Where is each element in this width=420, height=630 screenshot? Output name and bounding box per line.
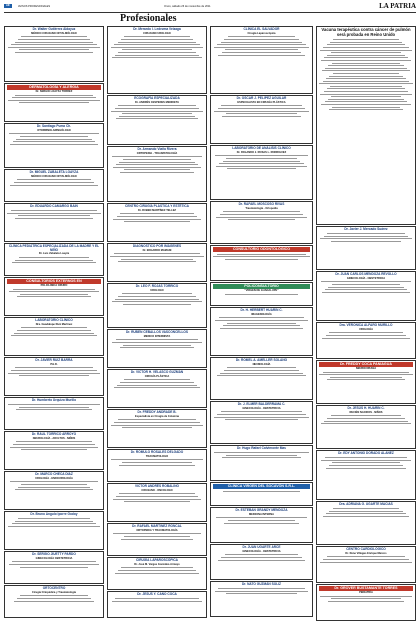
ad-body-text xyxy=(213,211,310,220)
classified-ad xyxy=(316,271,416,321)
ad-title: CONSULTORIOS EXTERNOS EN xyxy=(7,279,101,284)
classified-ad xyxy=(4,511,104,550)
ad-subtitle: ORTOPEDIA Y TRAUMATOLOGÍA xyxy=(136,528,178,532)
ad-body-text xyxy=(7,518,101,527)
ad-subtitle: GINECOLOGÍA - OBSTETRICIA xyxy=(346,276,386,280)
ad-body-text xyxy=(213,554,310,560)
ad-body-text xyxy=(213,491,310,492)
ad-body-text xyxy=(319,457,413,468)
classified-ad xyxy=(4,431,104,470)
ad-body-text xyxy=(110,339,204,348)
ad-body-text xyxy=(7,561,101,567)
ad-body-text xyxy=(110,493,204,502)
ad-body-text xyxy=(7,289,101,298)
ad-title: Dr. RAUL TORRICO ARROYO xyxy=(31,432,77,436)
ad-subtitle: Traumatología - Ortopedia xyxy=(245,206,278,210)
ad-subtitle: NEUROLOGÍA - ADULTOS - NIÑOS xyxy=(32,436,76,440)
ad-title: Dr. VICTOR H. VELASCO GUZMÁN xyxy=(130,370,184,374)
ad-body-text xyxy=(7,210,101,219)
classified-ad xyxy=(107,203,207,242)
ad-body-text xyxy=(7,367,101,376)
ad-subtitle: ESPECIALISTA EN CIRUGÍA PLÁSTICA xyxy=(237,100,286,104)
ad-title: CLÍNICA VIRGEN DEL SOCAVÓN S.R.L. xyxy=(213,484,310,489)
classified-ad xyxy=(210,26,313,94)
ad-title: ORTOCENTRO xyxy=(42,586,66,590)
ad-subtitle: Dr. Rene Villegas Enrique Marcos xyxy=(345,551,387,555)
ad-body-text xyxy=(213,36,310,55)
ad-title: DIAGNOSTICO POR IMÁGENES xyxy=(132,244,182,248)
ad-subtitle: Cirugía Ortopédica y Traumatología xyxy=(32,590,76,594)
masthead: LA PATRIA xyxy=(379,2,416,10)
ad-title: Dr. JESÚS H. HUARIN C. xyxy=(347,406,385,410)
ad-title: CIRUGÍA LAPAROSCÓPICA xyxy=(136,558,178,562)
classified-ad xyxy=(4,357,104,396)
ad-subtitle: NEUROCIRUGÍA xyxy=(355,367,377,370)
ad-title: Dr. OSCAR J. PELIPEZ AGUILAR xyxy=(236,96,287,100)
ad-body-text xyxy=(213,155,310,169)
classified-ad xyxy=(4,26,104,82)
classified-ad xyxy=(107,449,207,482)
classified-ad xyxy=(4,317,104,356)
ad-body-text xyxy=(7,36,101,53)
column-1 xyxy=(4,26,104,626)
classified-ad xyxy=(210,544,313,580)
ad-body-text xyxy=(7,481,101,490)
ad-body-text xyxy=(319,39,413,110)
ad-title: Dr. RAFAEL MOSCOSO RIVAS xyxy=(238,202,285,206)
ad-subtitle: Dr. SERGIO LOAYZA TORREZ xyxy=(35,90,73,93)
classified-ad xyxy=(210,401,313,444)
ad-body-text xyxy=(213,452,310,458)
ad-title: LABORATORIO CLÍNICO xyxy=(35,318,73,322)
classified-ad xyxy=(4,169,104,202)
ad-title: Dr. FREDDY ANDRADE B. xyxy=(137,410,177,414)
ad-body-text xyxy=(110,419,204,428)
classified-ad xyxy=(210,445,313,481)
classified-ad xyxy=(210,95,313,144)
classified-ad xyxy=(4,585,104,618)
classified-ad xyxy=(4,471,104,510)
ad-title: Vacuna terapéutica contra cáncer de pulmón será probada en Reino Unido xyxy=(321,27,411,37)
ad-body-text xyxy=(110,567,204,573)
ad-subtitle: Dr. José M. Vargas González-Armayo xyxy=(134,562,180,566)
classified-ad xyxy=(4,397,104,430)
classified-ad xyxy=(107,483,207,522)
ad-title: Dr. Bruno Angulo Iporre Godoy xyxy=(30,512,78,516)
ad-body-text xyxy=(110,379,204,388)
ad-body-text xyxy=(319,281,413,292)
ad-title: Dr. RUBEN CEBALLOS VASCONCELLOS xyxy=(125,330,189,334)
column-2 xyxy=(107,26,207,626)
classified-ad xyxy=(4,551,104,584)
ad-title: Dr. EDY ANTONIO DORADO ALANEZ xyxy=(338,451,394,455)
ad-body-text xyxy=(213,411,310,420)
ad-subtitle: UROLOGÍA - ENDOUROLOGÍA xyxy=(35,476,73,480)
ad-subtitle: RECIÉN NACIDOS - NIÑOS xyxy=(349,410,383,414)
ad-body-text xyxy=(110,598,204,602)
ad-body-text xyxy=(319,596,413,602)
ad-subtitle: OTORRINOLARINGÓLOGO xyxy=(37,128,71,132)
ad-title: LABORATORIO DE ANÁLISIS CLÍNICO xyxy=(232,146,291,150)
classified-ad xyxy=(210,307,313,356)
classified-ad xyxy=(210,581,313,617)
ad-subtitle: MEDICO INTERNISTA xyxy=(143,334,171,338)
ad-title: CENTRO CARDIOLÓGICO xyxy=(346,547,386,551)
ad-title: Dr. Santiago Puma Ch. xyxy=(36,124,72,128)
ad-subtitle: Dr. RUBEN MARTÍNEZ TELLEZ xyxy=(137,208,177,212)
ad-title: Dr. GROVER BUSTAMANTE TORRES xyxy=(319,586,413,591)
ad-subtitle: NEUMOLOGÍA xyxy=(252,362,271,366)
ad-title: Dr. SERGIO JIUETTY PARDO xyxy=(32,552,76,556)
ad-body-text xyxy=(110,253,204,262)
ad-body-text xyxy=(110,533,204,539)
ad-subtitle: Especialista en Cirugía de Columna xyxy=(135,414,179,418)
ad-subtitle: MÉDICO CIRUJANO OFTALMÓLOGO xyxy=(31,31,77,35)
ad-body-text xyxy=(213,294,310,295)
classified-ad xyxy=(107,557,207,590)
column-3 xyxy=(210,26,313,626)
classified-ad xyxy=(316,450,416,500)
ad-title: Dr. ROMEL A. AMELLER SOLANO xyxy=(235,358,288,362)
ad-title: Dr. Hugo Rafael Calvimonte Mas xyxy=(237,446,286,450)
section-label: AVISOS PROFESIONALES xyxy=(18,5,51,8)
ad-body-text xyxy=(7,179,101,185)
ad-body-text xyxy=(7,257,101,263)
ad-title: Dr. LEO F. ROJAS TORRICO xyxy=(135,284,179,288)
ad-subtitle: UROLOGÍA xyxy=(359,327,373,331)
ad-body-text xyxy=(213,105,310,116)
classified-ad xyxy=(107,26,207,94)
ad-title: Dr. JESUS Y. CANO COCA xyxy=(137,592,177,596)
ad-title: Dr. NATO GUZMÁN SOLIZ xyxy=(241,582,281,586)
ad-body-text xyxy=(319,372,413,381)
classified-ad xyxy=(210,482,313,506)
ad-body-text xyxy=(7,95,101,104)
ad-subtitle: TRAUMATOLOGO xyxy=(145,454,169,458)
ad-title: Dr. EDUARDO CAMARGO BAIN xyxy=(30,204,78,208)
ad-body-text xyxy=(7,327,101,336)
classified-ad xyxy=(316,360,416,404)
ad-title: CLÍNICA EL SALVADOR xyxy=(243,27,280,31)
classified-ad xyxy=(316,226,416,270)
classified-ad xyxy=(107,591,207,618)
classified-ad xyxy=(210,507,313,543)
ad-body-text xyxy=(110,36,204,58)
section-title: Profesionales xyxy=(120,13,177,24)
ad-subtitle: POLICLÍNICA ORURO xyxy=(40,284,68,287)
ad-body-text xyxy=(7,441,101,450)
ad-title: Dra. ADRIANA G. UGARTE MACIAS xyxy=(339,502,393,506)
ad-title: Dr. JAVIER RUIZ BARRA xyxy=(35,358,73,362)
ad-subtitle: PEDIATRÍA xyxy=(359,591,373,594)
ad-body-text xyxy=(319,233,413,242)
ad-subtitle: IMAGENOLOGÍA xyxy=(251,312,272,316)
classified-ad xyxy=(4,83,104,122)
classified-ad xyxy=(107,523,207,556)
ad-body-text xyxy=(110,213,204,222)
ad-body-text xyxy=(319,508,413,517)
ad-title: POLICONSULTORIO xyxy=(213,284,310,289)
ad-subtitle: GINECOLOGÍA - OBSTETRICIA xyxy=(242,549,281,553)
ad-title: Dr. FREDDY COCA PANIAGUA xyxy=(319,362,413,367)
ad-title: Dra. VERONICA ALFARO MURILLO xyxy=(339,323,393,327)
classified-ad xyxy=(107,409,207,448)
ad-title: Dr. RAFAEL MARTINEZ RONCAL xyxy=(132,524,182,528)
ad-title: Dr. Walter Gutiérrez Aldayuz xyxy=(32,27,76,31)
ad-body-text xyxy=(213,317,310,328)
dateline: Oruro, sábado 26 de noviembre de 2011 xyxy=(164,5,211,8)
ad-subtitle: Dr. ANDRÉS CESPEDES MENDIETA xyxy=(135,100,179,104)
ad-body-text xyxy=(319,556,413,562)
ad-subtitle: Cirugía Laparoscópica xyxy=(247,31,276,35)
page-number: 16 xyxy=(6,3,10,7)
ad-body-text xyxy=(213,517,310,523)
ad-subtitle: Dra. Guadalupe Ruiz Martinez xyxy=(35,322,73,326)
classified-ad xyxy=(107,243,207,282)
classified-ad xyxy=(107,329,207,368)
classified-ad xyxy=(316,546,416,583)
ad-subtitle: CIRUJANO UROLOGO xyxy=(143,31,171,35)
classified-ad xyxy=(210,282,313,306)
ad-title: Dr. Humberto Urquizo Murillo xyxy=(31,398,77,402)
ad-subtitle: P.E.D. xyxy=(50,362,58,366)
ad-title: CENTRO CIRUGÍA PLÁSTICA Y ESTÉTICA xyxy=(125,204,189,208)
ad-body-text xyxy=(319,415,413,424)
ad-title: Dr. Armando Viaña Rivera xyxy=(137,147,177,151)
ad-subtitle: "VIRGEN DE GUADALUPE" xyxy=(244,289,279,292)
column-4 xyxy=(316,26,416,626)
ad-title: Dr. Javier J. Mercado Suárez xyxy=(344,227,388,231)
ad-title: Dr. H. HERBERT HUARIN C. xyxy=(240,308,283,312)
classified-ad xyxy=(316,322,416,359)
ad-subtitle: Dr. EDGARDO MAMANI xyxy=(142,248,172,252)
ad-title: Dr. JUAN CARLOS MENDOZA REVOLLO xyxy=(335,272,397,276)
ad-title: CLÍNICA PEDIÁTRICA ESPECIALIZADA DE LA MADRE Y EL NIÑO xyxy=(8,244,100,252)
ad-subtitle: ORTOPEDIA - TRAUMATOLOGÍA xyxy=(136,151,178,155)
classified-ad xyxy=(316,405,416,449)
ad-title: CONSULTORIO ODONTOLÓGICO xyxy=(213,247,310,252)
ad-body-text xyxy=(213,254,310,260)
classified-ad xyxy=(107,95,207,145)
ad-title: Dr. MIGUEL ZABALETA LOAYZA xyxy=(29,170,79,174)
ad-body-text xyxy=(7,404,101,410)
classified-ad xyxy=(107,369,207,408)
ad-body-text xyxy=(110,105,204,119)
ad-title: Dr. ESTEBAN GRANDY MENDOZA xyxy=(235,508,288,512)
ad-subtitle: Dr. Luis Zabaleta Loayza xyxy=(38,252,70,256)
ad-title: Dr. MARCO CHECA DIAZ xyxy=(35,472,73,476)
ad-body-text xyxy=(213,367,310,376)
ad-title: VICTOR ANDRÉS ROBALINO xyxy=(134,484,180,488)
classified-ad xyxy=(210,201,313,244)
classified-ad xyxy=(210,145,313,200)
ad-body-text xyxy=(110,156,204,173)
ad-title: DERMATOLOGÍA Y ALERGIA xyxy=(7,85,101,90)
ad-title: Dr. Merardo I. Ledezma Veizaga xyxy=(133,27,181,31)
ad-subtitle: UROLOGO xyxy=(150,288,164,292)
ad-body-text xyxy=(110,459,204,465)
ad-body-text xyxy=(213,588,310,594)
news-article xyxy=(316,26,416,225)
ad-subtitle: MÉDICO CIRUJANO OFTALMÓLOGO xyxy=(31,174,77,178)
ad-body-text xyxy=(110,293,204,304)
classified-ad xyxy=(4,203,104,242)
ad-title: ECOGRAFÍA ESPECIALIZADA xyxy=(134,96,180,100)
ad-body-text xyxy=(7,133,101,144)
classified-ad xyxy=(316,584,416,621)
ad-title: Dr. JUAN UGARTE ARCE xyxy=(242,545,281,549)
classified-ad xyxy=(210,357,313,400)
ad-subtitle: CIRUGÍA PLÁSTICA xyxy=(144,374,170,378)
ad-subtitle: CIRUJANO - ONCOLOGO xyxy=(141,488,173,492)
classified-ad xyxy=(210,245,313,281)
ad-body-text xyxy=(319,332,413,338)
ad-body-text xyxy=(7,595,101,601)
ad-title: Dr. ROMULO ROSALES DELGADO xyxy=(130,450,184,454)
classified-ad xyxy=(107,146,207,202)
ad-subtitle: Dr. ROLANDO J. ROSAS L. RODRIGUEZ xyxy=(236,150,287,154)
ad-subtitle: GINECOLOGÍA OBSTETRICIA xyxy=(35,556,73,560)
classified-ad xyxy=(4,123,104,168)
classified-ad xyxy=(316,501,416,545)
ad-title: Dr. J. ELMER BALDERRAMA C. xyxy=(237,402,286,406)
classified-ad xyxy=(4,277,104,316)
classified-ad xyxy=(4,243,104,276)
ad-subtitle: MEDICINA INTERNA xyxy=(249,512,274,516)
ad-subtitle: GINECOLOGÍA - OBSTETRICIA xyxy=(242,406,281,410)
page-header xyxy=(4,3,416,13)
classified-ad xyxy=(107,283,207,328)
